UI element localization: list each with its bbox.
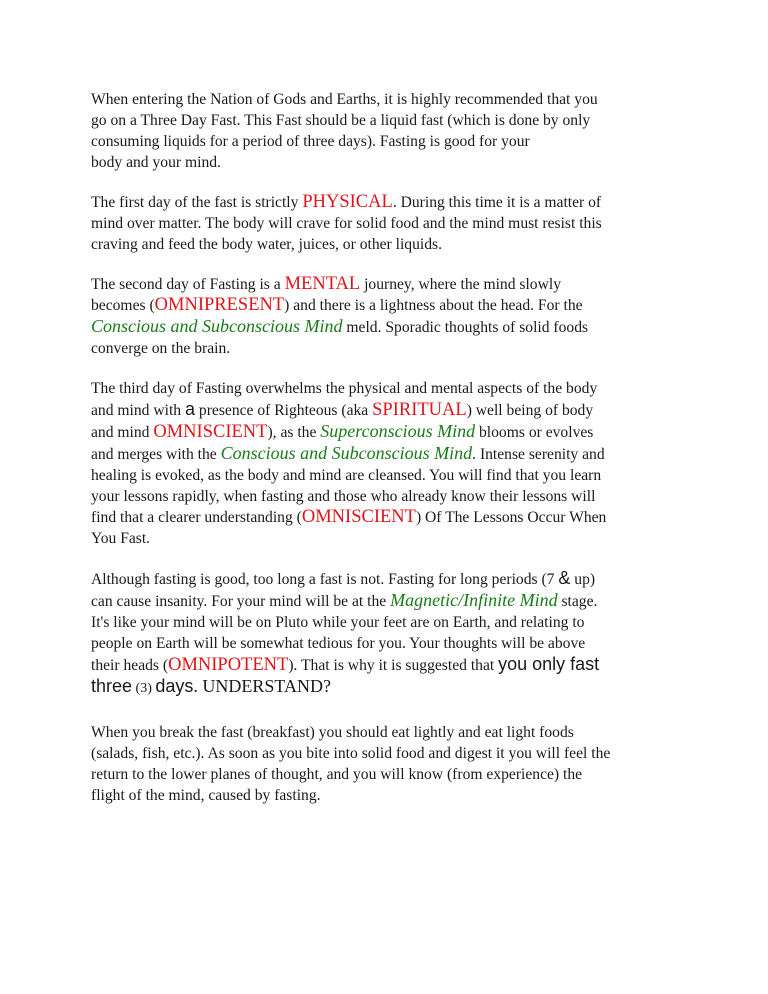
text-line [91,295,691,316]
text-line: It's like your mind will be on Pluto while your feet are on Earth, and relating to [91,614,585,631]
keyword-omnipotent: OMNIPOTENT [168,655,289,675]
keyword-omniscient: OMNISCIENT [153,422,268,442]
text-run: ) and there is a lightness about the head. For the [284,297,583,314]
text-run: journey, where the mind slowly [360,276,561,293]
text-run: becomes ( [91,297,155,314]
text-run: & [558,568,571,588]
keyword-omniscient: OMNISCIENT [301,507,416,527]
text-run: and mind with [91,402,185,419]
paragraph-day-three [91,378,691,549]
text-line: people on Earth will be somewhat tedious for you. Your thoughts will be above [91,635,586,652]
text-run: ) well being of body [466,402,594,419]
text-run: ) Of The Lessons Occur When [415,509,607,526]
text-line: return to the lower planes of thought, and you will know (from experience) the [91,766,583,783]
text-run: up) [570,571,596,588]
text-line: your lessons rapidly, when fasting and those who already know their lessons will [91,488,596,505]
text-line: converge on the brain. [91,340,231,357]
text-line: flight of the mind, caused by fasting. [91,787,321,804]
text-line: When you break the fast (breakfast) you should eat lightly and eat light foods [91,724,574,741]
text-run: The first day of the fast is strictly [91,194,303,211]
text-line: The third day of Fasting overwhelms the physical and mental aspects of the body [91,380,598,397]
text-run: you only fast [498,654,600,674]
text-line: body and your mind. [91,154,221,171]
text-run: stage. [557,593,598,610]
text-line: craving and feed the body water, juices, or other liquids. [91,236,442,253]
text-run: three [91,676,133,696]
text-run: blooms or evolves [475,424,594,441]
text-line [91,421,691,443]
keyword-conscious-subconscious: Conscious and Subconscious Mind [91,316,343,336]
text-line [91,676,691,699]
keyword-conscious-subconscious: Conscious and Subconscious Mind [220,443,473,463]
text-run: Although fasting is good, too long a fast is not. Fasting for long periods (7 [91,571,559,588]
text-line [91,274,691,295]
paragraph-intro [91,89,691,173]
keyword-mental: MENTAL [284,274,361,294]
text-run: meld. Sporadic thoughts of solid foods [342,319,589,336]
text-line: You Fast. [91,530,151,547]
text-run: . During this time it is a matter of [392,194,602,211]
document-page [91,89,691,825]
text-line: When entering the Nation of Gods and Earths, it is highly recommended that you [91,91,598,108]
text-line [91,654,691,676]
text-line [91,590,691,612]
text-run: The second day of Fasting is a [91,276,285,293]
text-run: days [155,676,194,696]
text-run: (3) [132,681,156,696]
text-run: . UNDERSTAND? [193,676,331,696]
keyword-spiritual: SPIRITUAL [372,400,467,420]
keyword-magnetic-infinite: Magnetic/Infinite Mind [390,590,558,610]
text-run: and mind [91,424,154,441]
text-run: a [185,399,196,419]
text-run: and merges with the [91,446,221,463]
paragraph-day-one [91,192,691,255]
text-line [91,443,691,465]
keyword-superconscious: Superconscious Mind [320,421,476,441]
text-line [91,316,691,338]
keyword-physical: PHYSICAL [302,192,393,212]
text-line: (salads, fish, etc.). As soon as you bite into solid food and digest it you will feel the [91,745,611,762]
text-run: presence of Righteous (aka [195,402,373,419]
text-line: go on a Three Day Fast. This Fast should be a liquid fast (which is done by only [91,112,591,129]
text-run: find that a clearer understanding ( [91,509,302,526]
text-run: can cause insanity. For your mind will be at the [91,593,391,610]
keyword-omnipresent: OMNIPRESENT [154,295,285,315]
text-line: healing is evoked, as the body and mind are cleansed. You will find that you learn [91,467,602,484]
paragraph-day-two [91,274,691,359]
text-line: mind over matter. The body will crave for solid food and the mind must resist this [91,215,602,232]
text-line [91,507,691,528]
text-run: ). That is why it is suggested that [288,657,499,674]
text-line: consuming liquids for a period of three days). Fasting is good for your [91,133,530,150]
text-line [91,399,691,421]
text-run: their heads ( [91,657,169,674]
text-line [91,568,691,590]
text-run: . Intense serenity and [472,446,605,463]
text-line [91,192,691,213]
text-run: ), as the [267,424,321,441]
paragraph-warning [91,568,691,699]
paragraph-breakfast [91,722,691,806]
